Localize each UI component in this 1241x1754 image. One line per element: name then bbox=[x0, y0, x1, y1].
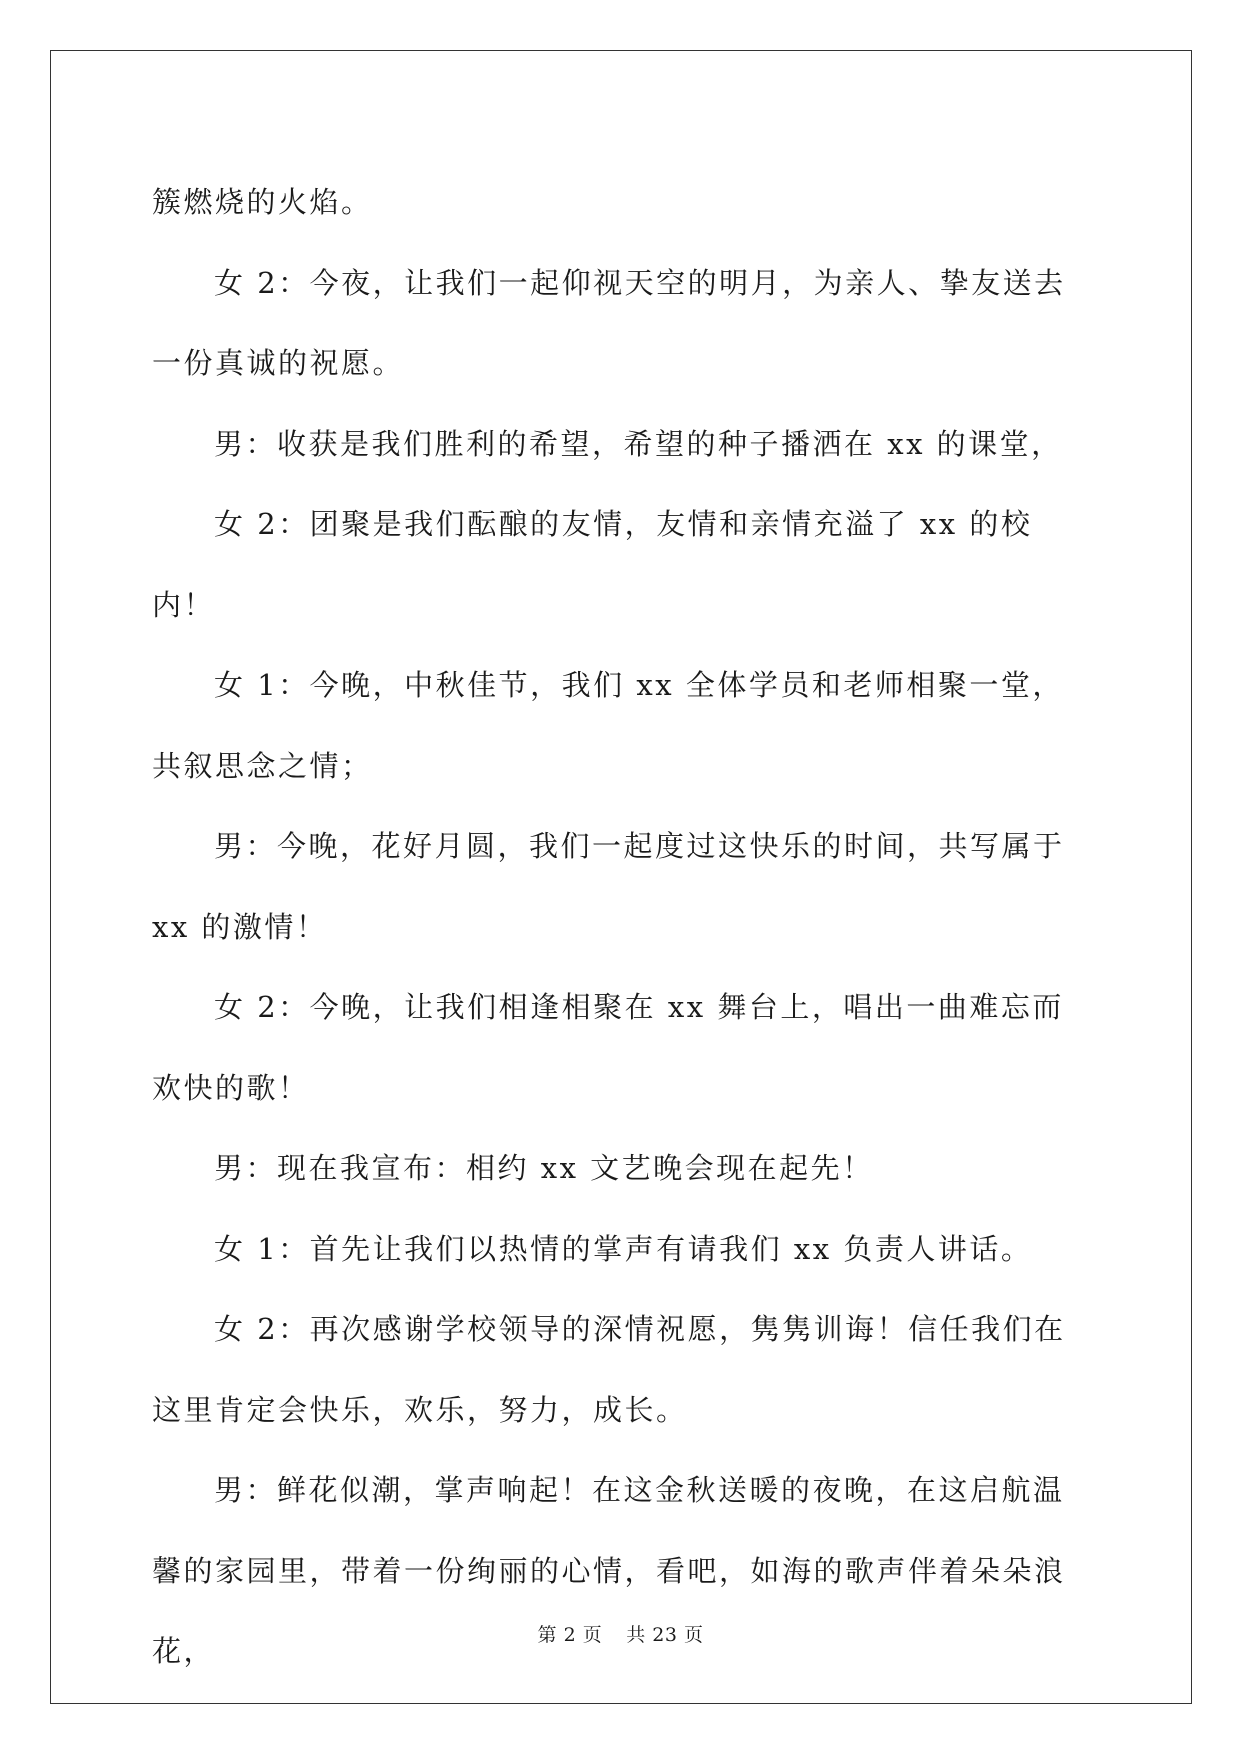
paragraph-9: 女 1：首先让我们以热情的掌声有请我们 xx 负责人讲话。 bbox=[214, 1231, 1033, 1266]
page-footer bbox=[0, 1620, 1241, 1647]
document-body bbox=[152, 162, 1088, 1692]
paragraph-6: 男：今晚，花好月圆，我们一起度过这快乐的时间，共写属于 xx 的激情！ bbox=[152, 829, 1065, 944]
paragraph-10: 女 2：再次感谢学校领导的深情祝愿，隽隽训诲！信任我们在这里肯定会快乐，欢乐，努力，成长。 bbox=[152, 1312, 1066, 1427]
paragraph-2: 女 2：今夜，让我们一起仰视天空的明月，为亲人、挚友送去一份真诚的祝愿。 bbox=[152, 265, 1066, 380]
paragraph-8: 男：现在我宣布：相约 xx 文艺晚会现在起先！ bbox=[214, 1151, 874, 1185]
page-number: 第 2 页 bbox=[537, 1624, 603, 1646]
paragraph-1: 簇燃烧的火焰。 bbox=[152, 185, 373, 219]
paragraph-7: 女 2：今晚，让我们相逢相聚在 xx 舞台上，唱出一曲难忘而欢快的歌！ bbox=[152, 990, 1064, 1105]
paragraph-4: 女 2：团聚是我们酝酿的友情，友情和亲情充溢了 xx 的校内！ bbox=[152, 507, 1033, 622]
paragraph-11: 男：鲜花似潮，掌声响起！在这金秋送暖的夜晚，在这启航温馨的家园里，带着一份绚丽的心情，看吧，如海的歌声伴着朵朵浪花， bbox=[152, 1473, 1066, 1668]
page-total: 共 23 页 bbox=[626, 1624, 704, 1646]
paragraph-3: 男：收获是我们胜利的希望，希望的种子播洒在 xx 的课堂， bbox=[214, 426, 1063, 461]
paragraph-5: 女 1：今晚，中秋佳节，我们 xx 全体学员和老师相聚一堂，共叙思念之情； bbox=[152, 668, 1064, 783]
